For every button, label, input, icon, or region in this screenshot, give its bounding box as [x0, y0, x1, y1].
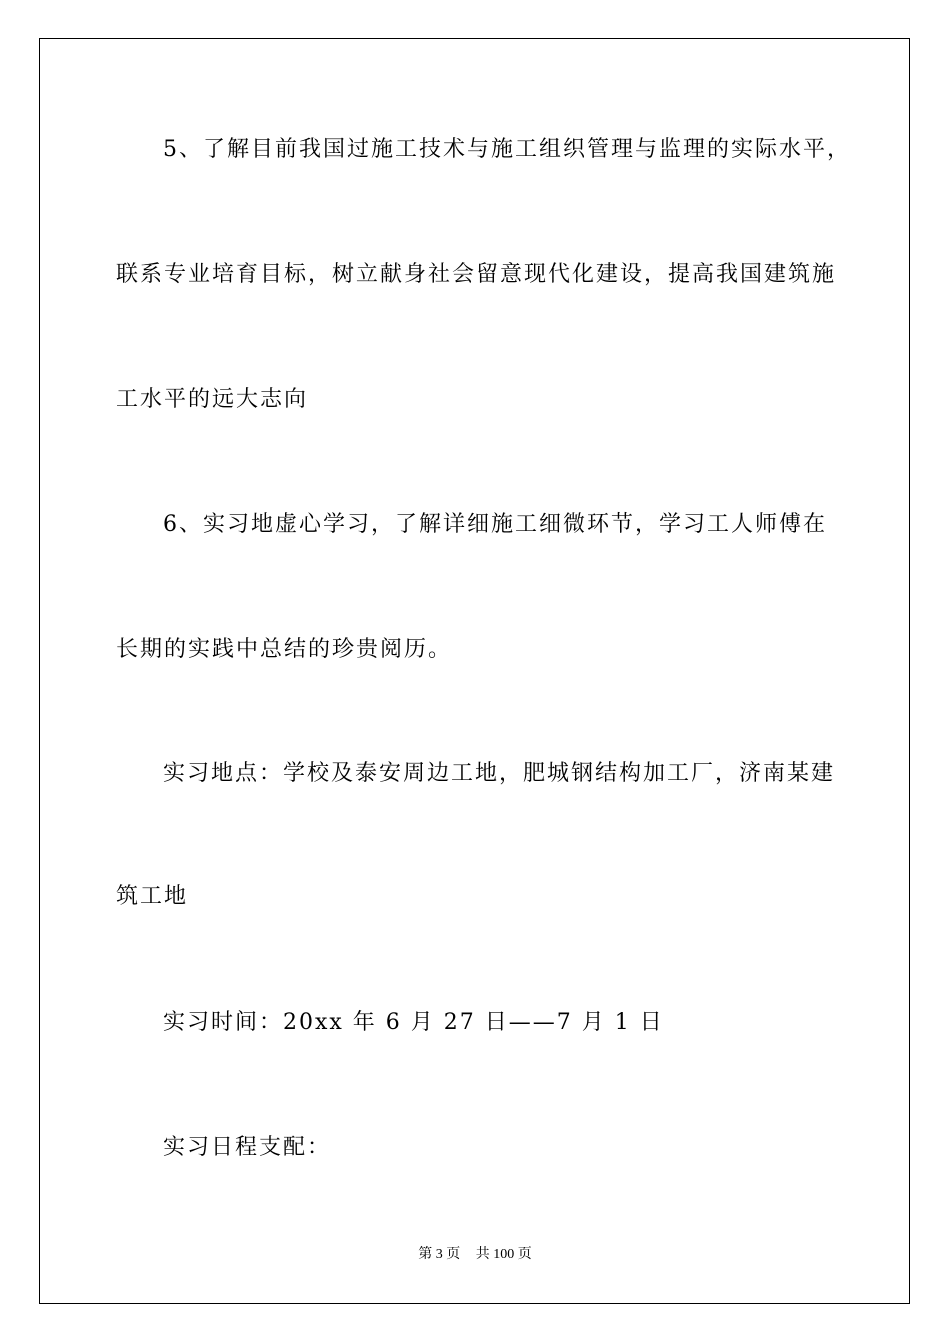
paragraph-location-line-2: 筑工地	[116, 884, 189, 909]
paragraph-item-5-line-2: 联系专业培育目标，树立献身社会留意现代化建设，提高我国建筑施	[116, 262, 837, 287]
page-total: 共 100 页	[475, 1247, 532, 1262]
paragraph-item-5-line-1: 5、了解目前我国过施工技术与施工组织管理与监理的实际水平，	[163, 137, 851, 162]
paragraph-location-line-1: 实习地点：学校及泰安周边工地，肥城钢结构加工厂，济南某建	[163, 761, 836, 786]
paragraph-time: 实习时间：20xx 年 6 月 27 日——7 月 1 日	[163, 1010, 664, 1035]
paragraph-item-6-line-1: 6、实习地虚心学习，了解详细施工细微环节，学习工人师傅在	[163, 512, 827, 537]
paragraph-schedule: 实习日程支配：	[163, 1135, 332, 1160]
page-footer	[0, 1246, 950, 1264]
paragraph-item-6-line-2: 长期的实践中总结的珍贵阅历。	[116, 637, 453, 662]
paragraph-item-5-line-3: 工水平的远大志向	[116, 387, 309, 412]
page-border	[39, 38, 910, 1304]
page-number: 第 3 页	[418, 1247, 461, 1262]
